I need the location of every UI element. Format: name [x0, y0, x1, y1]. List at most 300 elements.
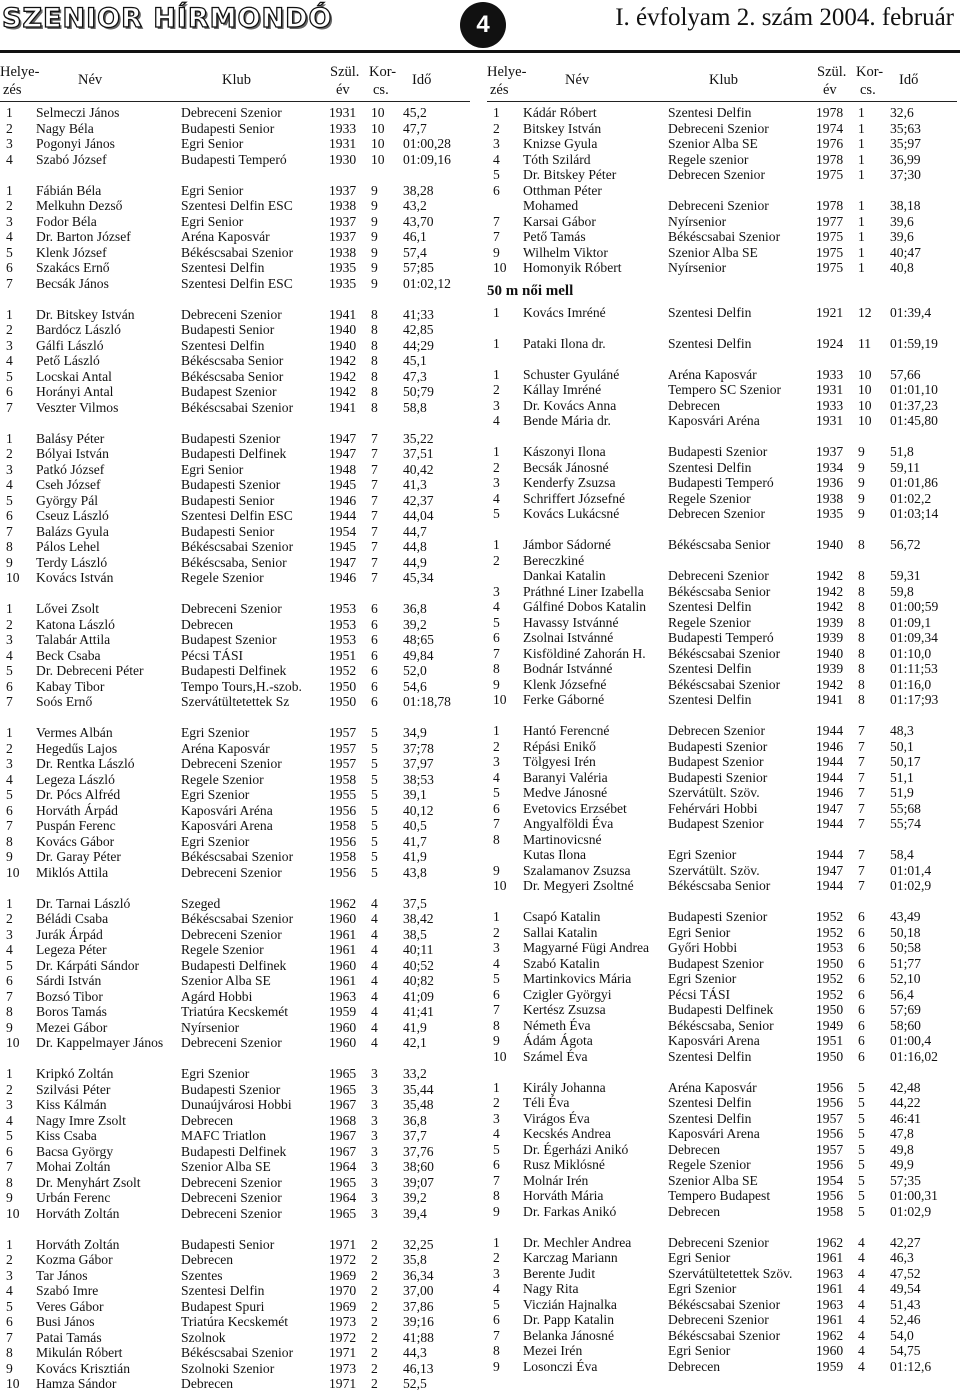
table-row	[0, 152, 470, 168]
club-name: Debrecen Szenior	[668, 723, 765, 738]
table-row	[0, 1175, 470, 1191]
club-name: Egri Senior	[668, 1250, 731, 1265]
swim-time: 35,44	[403, 1081, 434, 1097]
club-name: Győri Hobbi	[668, 940, 738, 955]
group-gap	[487, 522, 957, 538]
age-group: 6	[858, 1048, 865, 1064]
club-name: Dunaújvárosi Hobbi	[181, 1097, 292, 1112]
age-group: 4	[858, 1265, 865, 1281]
club-name: Egri Senior	[181, 213, 244, 229]
age-group: 5	[371, 864, 378, 880]
competitor-name: Fábián Béla	[36, 182, 102, 198]
result-position: 5	[493, 971, 500, 986]
result-position: 1	[6, 306, 13, 322]
age-group: 5	[371, 849, 378, 864]
table-row	[487, 1266, 957, 1282]
birth-year: 1953	[329, 616, 357, 632]
table-row	[0, 245, 470, 261]
age-group: 1	[858, 260, 865, 275]
club-name: Budapesti Delfinek	[181, 446, 287, 461]
table-row	[487, 336, 957, 352]
header-year: Szül.	[330, 64, 360, 80]
swim-time: 01:02,2	[890, 490, 932, 506]
result-position: 4	[6, 477, 13, 492]
header-club: Klub	[222, 72, 251, 88]
competitor-name: Bereczkiné	[523, 552, 585, 568]
result-position: 6	[493, 1312, 500, 1327]
age-group: 10	[858, 366, 872, 382]
age-group: 4	[371, 1035, 378, 1050]
result-position: 3	[493, 754, 500, 769]
competitor-name: Otthman Péter	[523, 182, 602, 198]
table-row	[0, 942, 470, 958]
table-row	[487, 584, 957, 600]
birth-year: 1945	[329, 539, 357, 554]
club-name: Debreceni Szenior	[668, 1312, 769, 1327]
birth-year: 1938	[329, 244, 357, 260]
age-group: 10	[371, 120, 385, 136]
header-time: Idő	[899, 72, 919, 88]
competitor-name: Homonyik Róbert	[523, 260, 622, 275]
club-name: Debreceni Szenior	[181, 1174, 282, 1190]
competitor-name: Mohamed	[523, 198, 579, 213]
swim-time: 57;69	[890, 1002, 921, 1017]
birth-year: 1948	[329, 461, 357, 477]
age-group: 8	[858, 645, 865, 661]
club-name: Budapest Szenior	[668, 816, 764, 831]
age-group: 4	[858, 1343, 865, 1358]
result-position: 7	[6, 275, 13, 291]
table-row	[487, 956, 957, 972]
birth-year: 1950	[816, 1002, 844, 1017]
result-position: 3	[493, 940, 500, 955]
table-row	[0, 679, 470, 695]
result-position: 3	[493, 475, 500, 490]
table-row	[487, 1250, 957, 1266]
result-position: 2	[6, 616, 13, 632]
group-gap	[0, 880, 470, 896]
club-name: Debreceni Szenior	[668, 120, 769, 136]
competitor-name: Dr. Pócs Alfréd	[36, 787, 121, 802]
competitor-name: Csapó Katalin	[523, 909, 601, 924]
competitor-name: Dr. Bitskey Péter	[523, 167, 617, 182]
result-position: 10	[493, 260, 507, 275]
club-name: Szentesi Delfin	[668, 105, 752, 120]
club-name: Budapesti Temperó	[668, 475, 774, 490]
age-group: 5	[858, 1188, 865, 1203]
header-age: Kor-	[369, 64, 397, 80]
swim-time: 39,6	[890, 229, 914, 244]
birth-year: 1944	[329, 508, 357, 523]
competitor-name: Bitskey István	[523, 120, 602, 136]
club-name: Regele Szenior	[181, 570, 264, 585]
table-row	[0, 493, 470, 509]
result-position: 1	[493, 335, 500, 351]
club-name: Szentesi Delfin	[668, 1048, 752, 1064]
club-name: Szolnoki Szenior	[181, 1360, 275, 1376]
age-group: 6	[858, 1017, 865, 1033]
competitor-name: Sallai Katalin	[523, 924, 598, 940]
competitor-name: Soós Ernő	[36, 694, 93, 709]
table-row	[0, 1361, 470, 1377]
table-row	[0, 787, 470, 803]
competitor-name: Mohai Zoltán	[36, 1159, 111, 1174]
competitor-name: Zsolnai Istvánné	[523, 630, 614, 645]
swim-time: 35;63	[890, 120, 921, 136]
swim-time: 54,0	[890, 1327, 914, 1343]
result-position: 8	[493, 661, 500, 676]
competitor-name: Klenk József	[36, 244, 107, 260]
result-position: 6	[6, 508, 13, 523]
swim-time: 35,48	[403, 1097, 434, 1112]
result-position: 5	[493, 506, 500, 521]
birth-year: 1935	[329, 260, 357, 275]
competitor-name: Dr. Megyeri Zsoltné	[523, 878, 634, 893]
age-group: 8	[858, 568, 865, 583]
table-row	[487, 816, 957, 832]
group-gap	[0, 1221, 470, 1237]
result-position: 3	[493, 397, 500, 413]
birth-year: 1935	[816, 506, 844, 521]
age-group: 2	[371, 1236, 378, 1252]
competitor-name: Kisföldiné Zahorán H.	[523, 645, 646, 661]
age-group: 8	[371, 399, 378, 415]
birth-year: 1965	[329, 1081, 357, 1097]
club-name: Agárd Hobbi	[181, 988, 253, 1004]
competitor-name: Szilvási Péter	[36, 1081, 111, 1097]
result-position: 6	[493, 986, 500, 1002]
swim-time: 51,8	[890, 444, 914, 459]
club-name: Békéscsaba, Senior	[181, 554, 287, 570]
competitor-name: Mikulán Róbert	[36, 1345, 123, 1360]
result-position: 4	[493, 151, 500, 167]
result-position: 8	[6, 1004, 13, 1019]
table-row	[487, 260, 957, 276]
age-group: 4	[371, 895, 378, 911]
club-name: Kaposvári Arena	[668, 1126, 760, 1141]
birth-year: 1956	[816, 1157, 844, 1172]
birth-year: 1974	[816, 120, 844, 136]
swim-time: 50;58	[890, 940, 921, 955]
birth-year: 1957	[329, 725, 357, 740]
result-position: 5	[6, 1128, 13, 1143]
birth-year: 1957	[816, 1110, 844, 1126]
result-position: 4	[493, 490, 500, 506]
club-name: Szentesi Delfin	[668, 304, 752, 320]
club-name: Szervátült. Szöv.	[668, 862, 760, 878]
table-row	[0, 369, 470, 385]
age-group: 12	[858, 304, 872, 320]
result-position: 2	[6, 911, 13, 926]
club-name: Szentesi Delfin	[181, 260, 265, 275]
competitor-name: Dr. Rentka László	[36, 756, 135, 771]
swim-time: 45,1	[403, 353, 427, 368]
birth-year: 1947	[816, 862, 844, 878]
result-position: 2	[6, 1252, 13, 1267]
age-group: 8	[371, 337, 378, 353]
age-group: 5	[371, 802, 378, 818]
result-position: 1	[493, 304, 500, 320]
club-name: Budapesti Senior	[181, 492, 275, 508]
result-position: 7	[6, 818, 13, 833]
result-position: 4	[493, 1126, 500, 1141]
table-row	[0, 617, 470, 633]
birth-year: 1952	[816, 909, 844, 924]
competitor-name: Dr. Kappelmayer János	[36, 1035, 164, 1050]
club-name: Szenior Alba SE	[181, 973, 271, 988]
swim-time: 41;09	[403, 988, 434, 1004]
swim-time: 55;74	[890, 816, 921, 831]
age-group: 1	[858, 244, 865, 260]
birth-year: 1972	[329, 1252, 357, 1267]
club-name: Békéscsabai Szenior	[181, 539, 294, 554]
birth-year: 1941	[816, 692, 844, 707]
swim-time: 44,8	[403, 539, 427, 554]
club-name: Regele Szenior	[668, 490, 751, 506]
issue-info: I. évfolyam 2. szám 2004. február	[615, 4, 954, 31]
result-position: 8	[6, 833, 13, 849]
competitor-name: Jámbor Sádorné	[523, 537, 611, 552]
swim-time: 01:18,78	[403, 694, 451, 709]
age-group: 6	[371, 616, 378, 632]
club-name: Budapesti Delfinek	[181, 1143, 287, 1159]
table-row	[487, 1018, 957, 1034]
competitor-name: Nagy Imre Zsolt	[36, 1112, 126, 1128]
swim-time: 52,0	[403, 663, 427, 678]
competitor-name: Ferke Gáborné	[523, 692, 605, 707]
competitor-name: Horváth Mária	[523, 1188, 604, 1203]
swim-time: 01:00;59	[890, 599, 939, 614]
age-group: 10	[371, 151, 385, 167]
table-row	[0, 756, 470, 772]
table-row	[487, 863, 957, 879]
birth-year: 1942	[329, 368, 357, 384]
swim-time: 39,1	[403, 787, 427, 802]
table-header	[0, 58, 470, 102]
age-group: 5	[371, 787, 378, 802]
result-position: 3	[493, 136, 500, 151]
competitor-name: Szalamanov Zsuzsa	[523, 862, 631, 878]
result-position: 2	[6, 198, 13, 213]
swim-time: 38;60	[403, 1159, 434, 1174]
age-group: 3	[371, 1174, 378, 1190]
header-year-2: év	[823, 82, 837, 98]
birth-year: 1931	[816, 413, 844, 428]
swim-time: 48,3	[890, 723, 914, 738]
birth-year: 1967	[329, 1143, 357, 1159]
table-row	[0, 307, 470, 323]
birth-year: 1976	[816, 136, 844, 151]
table-row	[487, 183, 957, 199]
swim-time: 41;33	[403, 306, 434, 322]
club-name: Békéscsaba Senior	[668, 878, 771, 893]
age-group: 5	[858, 1079, 865, 1095]
result-position: 4	[6, 229, 13, 244]
birth-year: 1959	[329, 1004, 357, 1019]
age-group: 4	[858, 1312, 865, 1327]
birth-year: 1971	[329, 1376, 357, 1391]
table-row	[0, 1004, 470, 1020]
age-group: 7	[858, 878, 865, 893]
age-group: 7	[371, 570, 378, 585]
birth-year: 1947	[816, 800, 844, 816]
birth-year: 1967	[329, 1097, 357, 1112]
swim-time: 57;85	[403, 260, 434, 275]
result-position: 5	[6, 492, 13, 508]
swim-time: 59,31	[890, 568, 921, 583]
result-position: 3	[6, 926, 13, 942]
swim-time: 36,8	[403, 601, 427, 616]
age-group: 7	[371, 446, 378, 461]
club-name: Budapest Szenior	[181, 384, 277, 399]
age-group: 3	[371, 1066, 378, 1081]
club-name: Szentesi Delfin ESC	[181, 508, 293, 523]
birth-year: 1935	[329, 275, 357, 291]
table-row	[0, 632, 470, 648]
swim-time: 39,2	[403, 616, 427, 632]
competitor-name: Urbán Ferenc	[36, 1190, 111, 1205]
result-position: 2	[6, 322, 13, 337]
competitor-name: Terdy László	[36, 554, 108, 570]
club-name: Debrecen	[668, 1141, 721, 1157]
birth-year: 1967	[329, 1128, 357, 1143]
group-gap	[487, 1219, 957, 1235]
competitor-name: Losonczi Éva	[523, 1358, 598, 1374]
table-row	[487, 198, 957, 214]
result-position: 1	[493, 1079, 500, 1095]
result-position: 9	[6, 554, 13, 570]
club-name: Budapesti Delfinek	[668, 1002, 774, 1017]
age-group: 10	[858, 382, 872, 397]
table-row	[487, 770, 957, 786]
birth-year: 1970	[329, 1283, 357, 1298]
competitor-name: Puspán Ferenc	[36, 818, 116, 833]
birth-year: 1944	[816, 723, 844, 738]
table-row	[0, 772, 470, 788]
birth-year: 1953	[816, 940, 844, 955]
age-group: 9	[858, 444, 865, 459]
age-group: 5	[858, 1157, 865, 1172]
age-group: 7	[858, 785, 865, 800]
birth-year: 1921	[816, 304, 844, 320]
swim-time: 01:16,0	[890, 676, 932, 692]
table-row	[487, 692, 957, 708]
swim-time: 01:17;93	[890, 692, 939, 707]
birth-year: 1958	[329, 818, 357, 833]
competitor-name: Becsák János	[36, 275, 109, 291]
club-name: Egri Senior	[181, 461, 244, 477]
table-row	[487, 1173, 957, 1189]
club-name: Egri Szenior	[181, 787, 250, 802]
birth-year: 1971	[329, 1236, 357, 1252]
age-group: 7	[858, 769, 865, 785]
age-group: 1	[858, 229, 865, 244]
club-name: Szentesi Delfin ESC	[181, 275, 293, 291]
age-group: 7	[858, 862, 865, 878]
competitor-name: Kiss Csaba	[36, 1128, 97, 1143]
age-group: 7	[371, 523, 378, 539]
birth-year: 1944	[816, 769, 844, 785]
age-group: 4	[858, 1327, 865, 1343]
club-name: Szentesi Delfin	[668, 599, 752, 614]
birth-year: 1956	[816, 1095, 844, 1110]
result-position: 2	[493, 1095, 500, 1110]
club-name: Budapesti Temperó	[668, 630, 774, 645]
table-row	[487, 661, 957, 677]
club-name: Békéscsabai Szenior	[668, 1296, 781, 1312]
club-name: Békéscsabai Szenior	[181, 399, 294, 415]
age-group: 2	[371, 1267, 378, 1283]
table-row	[487, 739, 957, 755]
competitor-name: Pető Tamás	[523, 229, 586, 244]
birth-year: 1946	[329, 570, 357, 585]
swim-time: 01:09,1	[890, 614, 932, 630]
birth-year: 1947	[329, 446, 357, 461]
club-name: Szentesi Delfin	[668, 335, 752, 351]
competitor-name: Nagy Béla	[36, 120, 94, 136]
age-group: 7	[371, 477, 378, 492]
club-name: Egri Szenior	[181, 833, 250, 849]
result-position: 10	[6, 1205, 20, 1221]
birth-year: 1972	[329, 1329, 357, 1345]
birth-year: 1958	[816, 1203, 844, 1219]
table-row	[0, 555, 470, 571]
club-name: Békéscsabai Szenior	[181, 244, 294, 260]
result-position: 10	[493, 878, 507, 893]
club-name: Debreceni Szenior	[181, 1190, 282, 1205]
club-name: Budapesti Delfinek	[181, 957, 287, 973]
birth-year: 1965	[329, 1066, 357, 1081]
swim-time: 49,9	[890, 1157, 914, 1172]
club-name: Regele szenior	[668, 151, 749, 167]
swim-time: 49,8	[890, 1141, 914, 1157]
result-position: 6	[493, 182, 500, 198]
table-row	[0, 322, 470, 338]
birth-year: 1956	[329, 802, 357, 818]
swim-time: 47,52	[890, 1265, 921, 1281]
competitor-name: Téli Éva	[523, 1095, 570, 1110]
swim-time: 01:00,4	[890, 1033, 932, 1048]
table-row	[0, 911, 470, 927]
competitor-name: Horváth Árpád	[36, 802, 118, 818]
age-group: 9	[371, 182, 378, 198]
birth-year: 1960	[329, 911, 357, 926]
club-name: Szentesi Delfin	[668, 692, 752, 707]
group-gap	[0, 586, 470, 602]
swim-time: 47,8	[890, 1126, 914, 1141]
table-row	[0, 1066, 470, 1082]
club-name: Triatúra Kecskemét	[181, 1314, 289, 1329]
table-row	[0, 338, 470, 354]
swim-time: 35,22	[403, 430, 434, 446]
birth-year: 1961	[816, 1312, 844, 1327]
result-position: 2	[6, 446, 13, 461]
birth-year: 1944	[816, 847, 844, 862]
result-position: 7	[6, 1159, 13, 1174]
table-row	[487, 971, 957, 987]
competitor-name: Kozma Gábor	[36, 1252, 113, 1267]
competitor-name: Virágos Éva	[523, 1110, 590, 1126]
swim-time: 44,04	[403, 508, 434, 523]
competitor-name: Kovács Lukácsné	[523, 506, 620, 521]
age-group: 11	[858, 335, 872, 351]
age-group: 8	[858, 661, 865, 676]
result-position: 3	[6, 461, 13, 477]
age-group: 6	[371, 647, 378, 663]
table-row	[0, 1252, 470, 1268]
age-group: 8	[858, 537, 865, 552]
table-row	[487, 460, 957, 476]
